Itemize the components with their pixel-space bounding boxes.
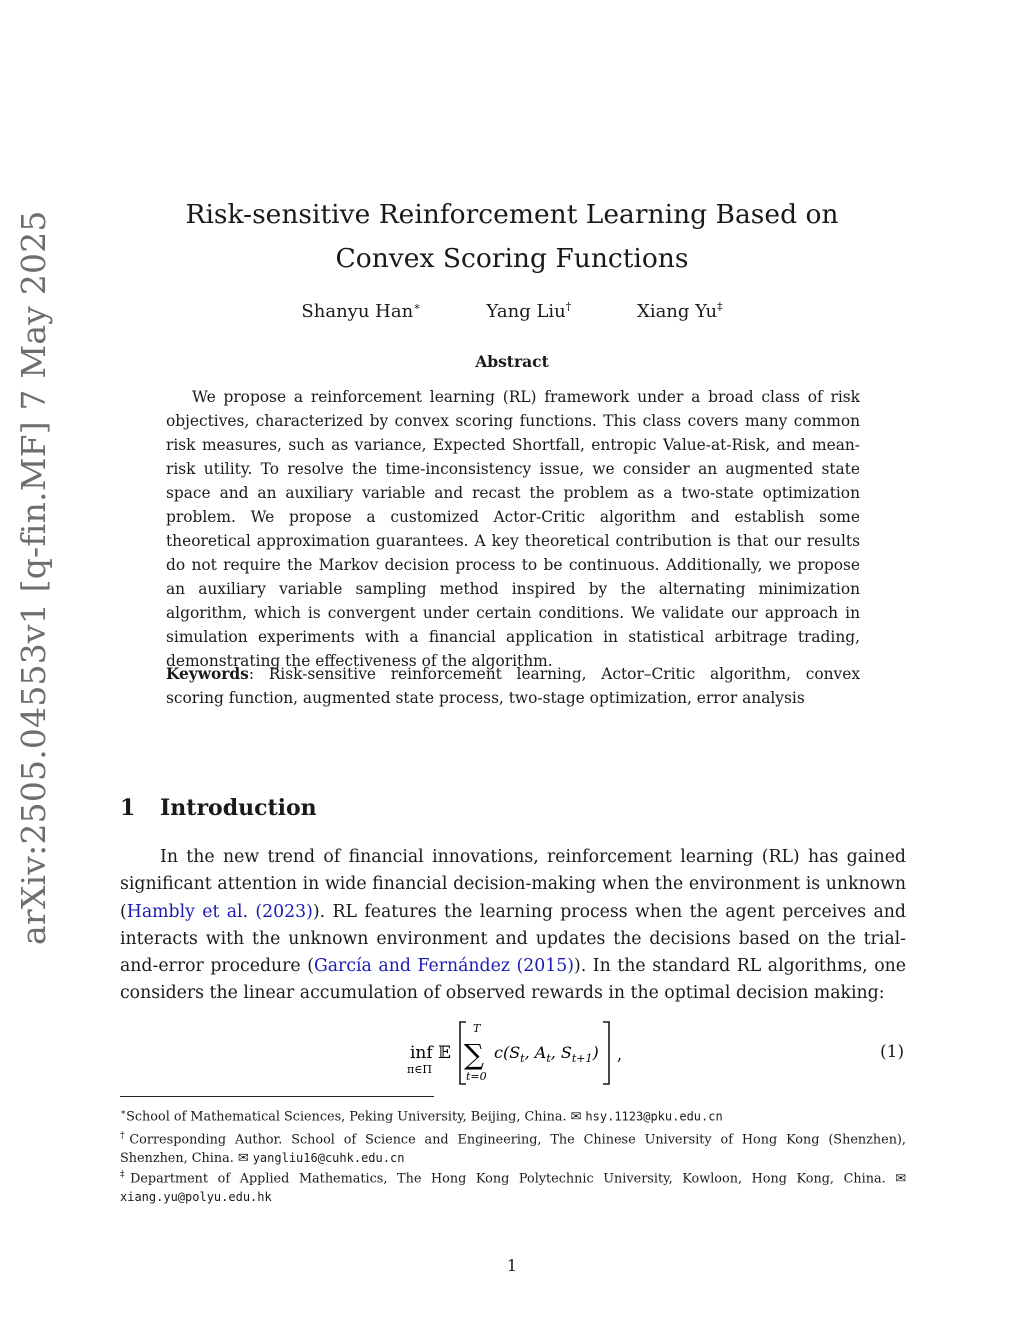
author-mark: † xyxy=(565,300,572,313)
citation-link[interactable]: Hambly et al. (2023) xyxy=(126,901,313,922)
abstract-heading: Abstract xyxy=(475,352,549,371)
eq-body-b: , A xyxy=(524,1043,547,1062)
section-number: 1 xyxy=(120,795,136,821)
equation-number: (1) xyxy=(880,1042,905,1062)
section-title: Introduction xyxy=(160,795,317,821)
keywords-label: Keywords xyxy=(166,665,249,683)
author-1 xyxy=(301,300,420,322)
eq-sub-a: t xyxy=(520,1052,525,1065)
intro-text-3: ). In the standard RL algorithms, one considers the linear accumulation of observed rewards in the optimal decision making: xyxy=(120,956,907,1004)
intro-text-1: In the new trend of financial innovations, reinforcement learning (RL) has gained significant attention in wide financial decision-making when the environment is unknown ( xyxy=(120,847,906,922)
title-line-2: Convex Scoring Functions xyxy=(335,243,689,274)
footnote-3 xyxy=(120,1166,906,1207)
paper-title xyxy=(0,193,1024,281)
abstract-body: We propose a reinforcement learning (RL) framework under a broad class of risk objectives, characterized by convex scoring functions. This class covers many common risk measures, such as variance, Expected Shortfall, entropic Value-at-Risk, and mean-risk utility. To resolve the time-inconsistency issue, we consider an augmented state space and an auxiliary variable and recast the problem as a two-state optimization problem. We propose a customized Actor-Critic algorithm and establish some theoretical approximation guarantees. A key theoretical contribution is that our results do not require the Markov decision process to be continuous. Additionally, we propose an auxiliary variable sampling method inspired by the alternating minimization algorithm, which is convergent under certain conditions. We validate our approach in simulation experiments with a financial application in statistical arbitrage trading, demonstrating the effectiveness of the algorithm. xyxy=(166,388,860,670)
eq-sub-b: t xyxy=(546,1052,551,1065)
footnote-text: Corresponding Author. School of Science and Engineering, The Chinese University of Hong Kong (Shenzhen), Shenzhen, China. xyxy=(120,1132,906,1167)
footnote-2 xyxy=(120,1127,906,1168)
eq-right-bracket xyxy=(603,1022,609,1084)
footnote-mark: ∗ xyxy=(120,1108,127,1118)
footnote-text: School of Mathematical Sciences, Peking University, Beijing, China. xyxy=(126,1109,571,1125)
eq-body-a: c(S xyxy=(494,1043,521,1062)
eq-trailing-comma: , xyxy=(617,1045,623,1064)
footnote-1 xyxy=(120,1104,906,1126)
keywords-text: : Risk-sensitive reinforcement learning, Actor–Critic algorithm, convex scoring function, augmented state process, two-stage optimization, error analysis xyxy=(166,665,860,707)
eq-sum-lower: t=0 xyxy=(466,1070,487,1083)
arxiv-side-stamp: arXiv:2505.04553v1 [q-fin.MF] 7 May 2025 xyxy=(14,210,53,945)
author-name: Yang Liu xyxy=(486,301,566,322)
eq-inf: inf xyxy=(410,1043,433,1063)
author-mark: ‡ xyxy=(717,300,723,313)
author-name: Shanyu Han xyxy=(301,301,414,322)
intro-text-2: ). RL features the learning process when the agent perceives and interacts with the unknown environment and updates the decisions based on the trial-and-error procedure ( xyxy=(120,901,906,977)
email-link[interactable]: yangliu16@cuhk.edu.cn xyxy=(252,1151,405,1166)
intro-paragraph xyxy=(120,844,906,1008)
envelope-icon: ✉ xyxy=(895,1171,906,1187)
author-name: Xiang Yu xyxy=(637,301,718,322)
author-mark: ∗ xyxy=(413,300,421,313)
envelope-icon: ✉ xyxy=(237,1151,249,1167)
eq-body xyxy=(494,1043,599,1065)
footnote-divider xyxy=(120,1096,434,1097)
citation-link[interactable]: García and Fernández (2015) xyxy=(313,956,574,977)
email-link[interactable]: xiang.yu@polyu.edu.hk xyxy=(120,1190,272,1205)
section-heading xyxy=(120,795,317,821)
eq-sub-c: t+1 xyxy=(571,1052,593,1065)
eq-sum-upper: T xyxy=(473,1022,481,1035)
author-list xyxy=(0,300,1024,322)
eq-expectation: 𝔼 xyxy=(438,1043,451,1063)
email-link[interactable]: hsy.1123@pku.edu.cn xyxy=(585,1109,723,1124)
envelope-icon: ✉ xyxy=(570,1109,582,1125)
title-line-1: Risk-sensitive Reinforcement Learning Based on xyxy=(185,199,839,230)
equation-1 xyxy=(400,1020,660,1090)
author-2 xyxy=(486,300,571,322)
author-3 xyxy=(637,300,723,322)
eq-body-c: , S xyxy=(550,1043,572,1062)
footnote-mark: ‡ xyxy=(120,1170,131,1180)
page-number: 1 xyxy=(506,1256,518,1275)
footnote-mark: † xyxy=(120,1131,130,1141)
eq-sum-sign: ∑ xyxy=(464,1038,484,1071)
keywords xyxy=(166,662,860,710)
eq-inf-subscript: π∈Π xyxy=(407,1063,432,1076)
footnote-text: Department of Applied Mathematics, The Hong Kong Polytechnic University, Kowloon, Hong Kong, China. xyxy=(130,1171,896,1187)
eq-body-d: ) xyxy=(592,1043,599,1062)
